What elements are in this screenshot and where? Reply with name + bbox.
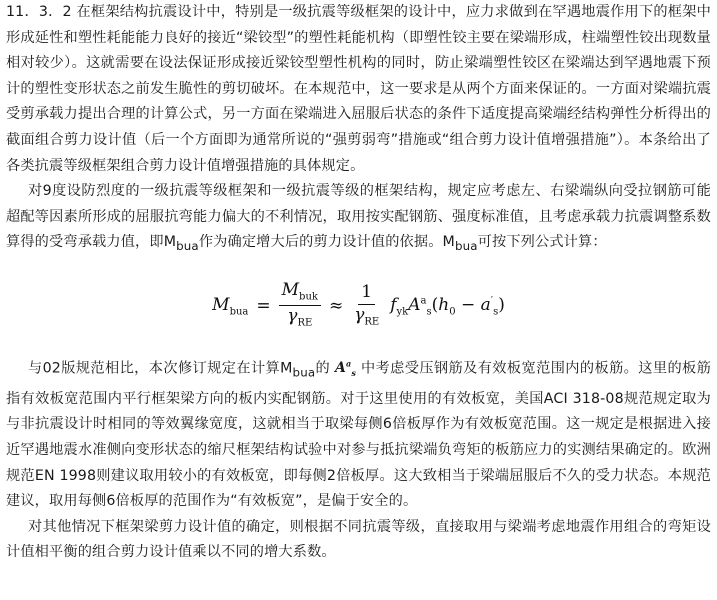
paragraph-text: 作为确定增大后的剪力设计值的依据。M	[198, 234, 455, 251]
paragraph-9-degree-frames	[6, 179, 711, 260]
subscript-bua: bua	[292, 365, 316, 380]
paragraph-text: 的	[315, 360, 331, 377]
paragraph-text: 可按下列公式计算：	[477, 234, 607, 251]
fraction-one-over-gamma: $\frac{1}{\gamma_{RE}}$	[354, 281, 380, 328]
paragraph-text: 对9度设防烈度的一级抗震等级框架和一级抗震等级的框架结构，规定应考虑左、右梁端纵向受拉钢筋可能超配等因素所形成的屈服抗弯能力偏大的不利情况，取用按实配钢筋、强度标准值，且考虑承载力抗震调整系数算得的受弯承载力值，即M	[6, 183, 711, 251]
paragraph-revision-notes	[6, 352, 711, 515]
approx-sign: ≈	[328, 295, 344, 316]
fraction-mbuk-over-gamma: $\frac{M_{buk}}{\gamma_{RE}}$	[279, 282, 321, 329]
formula-rhs: $f_{yk}A^a_s(h_0 - a'_s)$	[390, 294, 505, 317]
paragraph-text: 与02版规范相比，本次修订规定在计算M	[28, 360, 293, 377]
paragraph-other-cases	[6, 515, 711, 566]
paragraph-text: 中考虑受压钢筋及有效板宽范围内的板筋。这里的板筋指有效板宽范围内平行框架梁方向的板内实配钢筋。对于这里使用的有效板宽，美国ACI 318-08规范规定取为与非抗震设计时相同的等效翼缘宽度，这就相当于取梁每侧6倍板厚作为有效板宽范围。这一规定是根据进入接近罕遇地震水准侧向变形状态的缩尺框架结构试验中对参与抵抗梁端负弯矩的板筋应力的实测结果确定的。欧洲规范EN 1998则建议取用较小的有效板宽，即每侧2倍板厚。这大致相当于梁端屈服后不久的受力状态。本规范建议，取用每侧6倍板厚的范围作为“有效板宽”，是偏于安全的。	[6, 360, 711, 510]
symbol-as-a: $A^a_s$	[335, 358, 357, 379]
paragraph-text: 对其他情况下框架梁剪力设计值的确定，则根据不同抗震等级，直接取用与梁端考虑地震作用组合的弯矩设计值相平衡的组合剪力设计值乘以不同的增大系数。	[6, 518, 711, 561]
formula-lhs: $M_{bua}$	[212, 294, 249, 317]
equals-sign: =	[256, 295, 271, 316]
subscript-bua: bua	[176, 239, 199, 254]
paragraph-11-3-2	[6, 0, 711, 179]
formula-expression	[212, 282, 505, 329]
formula-mbua	[6, 260, 711, 352]
paragraph-text: 11．3．2 在框架结构抗震设计中，特别是一级抗震等级框架的设计中，应力求做到在罕遇地震作用下的框架中形成延性和塑性耗能能力良好的接近“梁铰型”的塑性耗能机构（即塑性铰主要在梁端形成，柱端塑性铰出现数量相对较少）。这就需要在设法保证形成接近梁铰型塑性机构的同时，防止梁端塑性铰区在梁端达到罕遇地震下预计的塑性变形状态之前发生脆性的剪切破坏。在本规范中，这一要求是从两个方面来保证的。一方面对梁端抗震受剪承载力提出合理的计算公式，另一方面在梁端进入屈服后状态的条件下适度提高梁端经结构弹性分析得出的截面组合剪力设计值（后一个方面即为通常所说的“强剪弱弯”措施或“组合剪力设计值增强措施”）。本条给出了各类抗震等级框架组合剪力设计值增强措施的具体规定。	[6, 4, 711, 174]
subscript-bua: bua	[454, 239, 478, 254]
